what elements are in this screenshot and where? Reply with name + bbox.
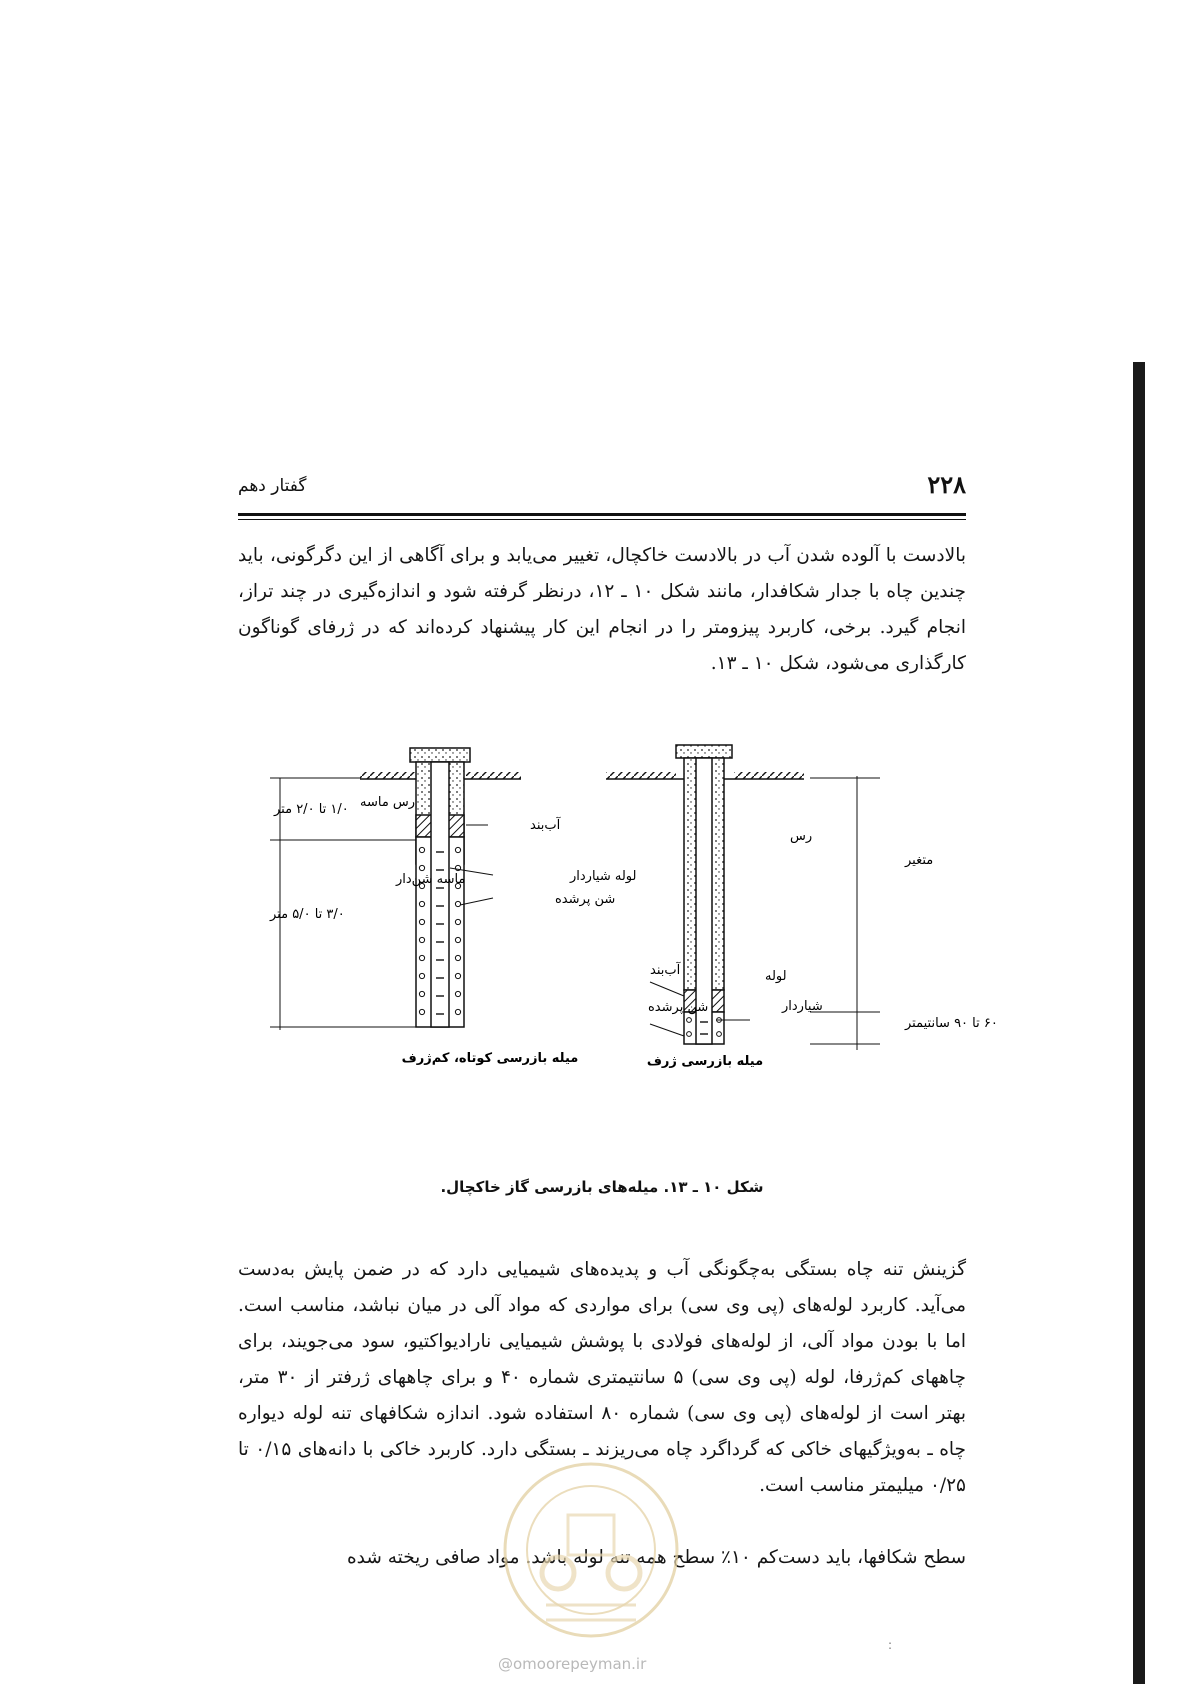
label-shallow-title: میله بازرسی کوتاه، کم‌ژرف bbox=[401, 1051, 579, 1066]
ground-hatch bbox=[466, 772, 521, 779]
label-deep-title: میله بازرسی ژرف bbox=[646, 1054, 764, 1069]
well-cap bbox=[676, 745, 732, 758]
page-number: ۲۲۸ bbox=[927, 470, 966, 499]
label-clay-sand: رس ماسه bbox=[360, 795, 416, 810]
page-header bbox=[238, 470, 966, 510]
chapter-title: گفتار دهم bbox=[238, 476, 307, 496]
deep-well-diagram bbox=[606, 745, 998, 1069]
label-depth-top: ۱/۰ تا ۲/۰ متر bbox=[274, 802, 349, 817]
ground-hatch bbox=[360, 772, 415, 779]
ground-hatch bbox=[606, 772, 676, 779]
paragraph-intro: بالادست با آلوده شدن آب در بالادست خاکچال، تغییر می‌یابد و برای آگاهی از این دگرگونی، باید چندین چاه با جدار شکافدار، مانند شکل ۱۰ ـ ۱۲، درنظر گرفته شود و اندازه‌گیری در چند تراز، انجام گیرد. برخی، کاربرد پیزومتر را در انجام این کار پیشنهاد کرده‌اند که در ژرفای گوناگون کارگذاری می‌شود، شکل ۱۰ ـ ۱۳. bbox=[238, 545, 966, 674]
label-seal: آب‌بند bbox=[650, 963, 681, 978]
well-cap bbox=[410, 748, 470, 762]
watermark-seal-logo bbox=[486, 1455, 696, 1645]
label-clay: رس bbox=[790, 829, 813, 844]
label-gravel-fill: شن پرشده bbox=[648, 1000, 709, 1015]
ground-hatch bbox=[734, 772, 804, 779]
paragraph-pipe-selection: گزینش تنه چاه بستگی به‌چگونگی آب و پدیده‌های شیمیایی دارد که در ضمن پایش به‌دست می‌آید. کاربرد لوله‌های (پی وی سی) برای مواردی که مواد آلی در میان نباشد، مناسب است. اما با بودن مواد آلی، از لوله‌های فولادی با پوشش شیمیایی نارادیواکتیو، سود می‌جویند، برای چاههای کم‌ژرفا، لوله (پی وی سی) ۵ سانتیمتری شماره ۴۰ و برای چاههای ژرفتر از ۳۰ متر، بهتر است از لوله‌های (پی وی سی) شماره ۸۰ استفاده شود. اندازه شکافهای تنه لوله دیواره چاه ـ به‌ویژگیهای خاکی که گرداگرد چاه می‌ریزند ـ بستگی دارد. کاربرد خاکی با دانه‌های ۰/۱۵ تا ۰/۲۵ میلیمتر مناسب است. bbox=[238, 1259, 966, 1496]
label-variable: متغیر bbox=[905, 853, 934, 868]
shallow-well-diagram bbox=[269, 748, 636, 1066]
header-rule-thin bbox=[238, 519, 966, 520]
scan-mark: : bbox=[888, 1638, 893, 1652]
label-slotted: شیاردار bbox=[782, 999, 823, 1014]
label-depth-bottom: ۳/۰ تا ۵/۰ متر bbox=[270, 907, 345, 922]
label-gravel-fill: شن پرشده bbox=[555, 892, 616, 907]
slotted-pipe bbox=[431, 762, 449, 1027]
label-depth: ۶۰ تا ۹۰ سانتیمتر bbox=[905, 1016, 998, 1031]
label-seal: آب‌بند bbox=[530, 818, 561, 833]
figure-caption: شکل ۱۰ ـ ۱۳. میله‌های بازرسی گاز خاکچال. bbox=[440, 1178, 764, 1196]
paragraph-slot-area: سطح شکافها، باید دست‌کم ۱۰٪ سطح همه تنه لوله باشد. مواد صافی ریخته شده bbox=[346, 1547, 966, 1568]
label-slotted-pipe: لوله شیاردار bbox=[570, 869, 637, 884]
label-sandy-gravel: ماسه شن‌دار bbox=[396, 872, 466, 887]
scan-edge-bar bbox=[1133, 362, 1145, 1684]
label-pipe: لوله bbox=[765, 969, 787, 984]
header-rule bbox=[238, 513, 966, 516]
watermark-url: @omoorepeyman.ir bbox=[498, 1655, 647, 1673]
figure-inspection-wells bbox=[210, 720, 998, 1170]
